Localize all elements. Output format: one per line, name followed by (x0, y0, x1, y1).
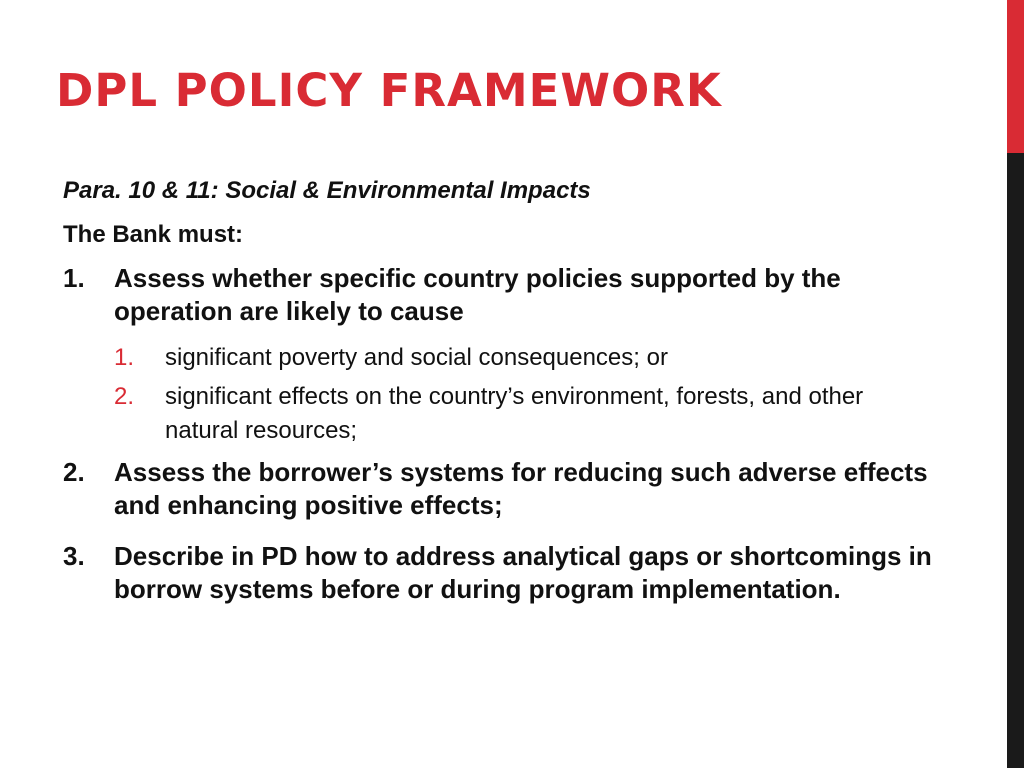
slide-body (63, 174, 943, 606)
side-accent-bar-dark (1007, 153, 1024, 768)
sub-item-2-text: significant effects on the country’s environment, forests, and other natural resources; (165, 383, 864, 444)
list-item-3-text: Describe in PD how to address analytical gaps or shortcomings in borrow systems before or during program implementation. (114, 541, 932, 604)
list-item-2-number: 2. (63, 457, 85, 487)
sub-item-2 (63, 380, 943, 448)
list-item-1-text: Assess whether specific country policies supported by the operation are likely to cause (114, 263, 841, 326)
sub-item-1-number: 1. (114, 344, 135, 371)
sub-item-2-number: 2. (114, 383, 135, 410)
list-item-2-text: Assess the borrower’s systems for reducing such adverse effects and enhancing positive effects; (114, 457, 928, 520)
sub-item-1-text: significant poverty and social consequences; or (165, 344, 668, 371)
side-accent-bar-red (1007, 0, 1024, 153)
list-item-1-number: 1. (63, 263, 85, 293)
intro-text: The Bank must: (63, 221, 244, 248)
list-item-1 (63, 262, 943, 328)
list-item-3-number: 3. (63, 541, 85, 571)
slide-subtitle: Para. 10 & 11: Social & Environmental Impacts (63, 177, 591, 204)
list-item-3 (63, 540, 943, 606)
list-item-2 (63, 456, 943, 522)
slide-title: DPL POLICY FRAMEWORK (56, 64, 722, 117)
sub-item-1 (63, 341, 943, 375)
